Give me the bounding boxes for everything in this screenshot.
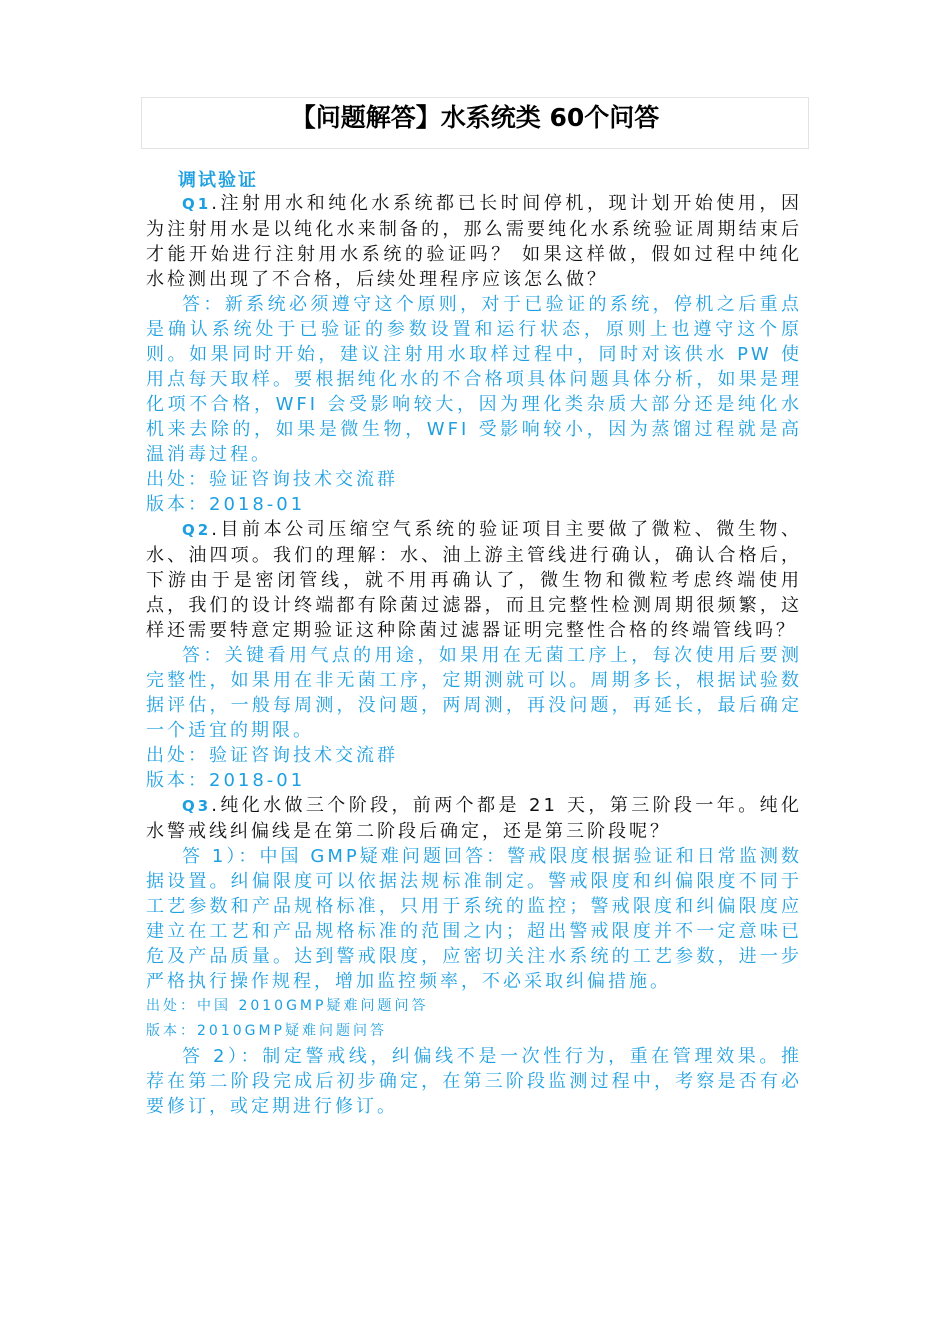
source-3: 出处：中国 2010GMP疑难问题问答 — [146, 998, 429, 1014]
question-label: Q2 — [182, 521, 212, 539]
answer-2: 答：关键看用气点的用途，如果用在无菌工序上，每次使用后要测完整性，如果用在非无菌工序，定期测就可以。周期多长，根据试验数据评估，一般每周测，没问题，两周测，再没问题，再延长，最后确定一个适宜的期限。 — [146, 645, 802, 741]
question-label: Q1 — [182, 195, 212, 213]
answer-3-1: 答 1）：中国 GMP疑难问题回答：警戒限度根据验证和日常监测数据设置。纠偏限度可以依据法规标准制定。警戒限度和纠偏限度不同于工艺参数和产品规格标准，只用于系统的监控；警戒限度和纠偏限度应建立在工艺和产品规格标准的范围之内；超出警戒限度并不一定意味已危及产品质量。达到警戒限度，应密切关注水系统的工艺参数，进一步严格执行操作规程，增加监控频率，不必采取纠偏措施。 — [146, 846, 802, 992]
question-text: .目前本公司压缩空气系统的验证项目主要做了微粒、微生物、水、油四项。我们的理解：水、油上游主管线进行确认，确认合格后，下游由于是密闭管线，就不用再确认了，微生物和微粒考虑终端使用点，我们的设计终端都有除菌过滤器，而且完整性检测周期很频繁，这样还需要特意定期验证这种除菌过滤器证明完整性合格的终端管线吗？ — [146, 519, 802, 641]
question-2 — [146, 517, 802, 643]
version-2: 版本：2018-01 — [146, 770, 306, 791]
version-1: 版本：2018-01 — [146, 494, 306, 515]
section-heading: 调试验证 — [178, 170, 258, 191]
question-text: .纯化水做三个阶段，前两个都是 21 天，第三阶段一年。纯化水警戒线纠偏线是在第二阶段后确定，还是第三阶段呢？ — [146, 795, 802, 842]
source-1: 出处：验证咨询技术交流群 — [146, 469, 398, 490]
source-2: 出处：验证咨询技术交流群 — [146, 745, 398, 766]
version-3: 版本：2010GMP疑难问题问答 — [146, 1023, 387, 1039]
page-title: 【问题解答】水系统类 60个问答 — [290, 103, 660, 132]
answer-3-2: 答 2）：制定警戒线，纠偏线不是一次性行为，重在管理效果。推荐在第二阶段完成后初步确定，在第三阶段监测过程中，考察是否有必要修订，或定期进行修订。 — [146, 1046, 802, 1117]
answer-1: 答：新系统必须遵守这个原则，对于已验证的系统，停机之后重点是确认系统处于已验证的参数设置和运行状态，原则上也遵守这个原则。如果同时开始，建议注射用水取样过程中，同时对该供水 PW 使用点每天取样。要根据纯化水的不合格项具体问题具体分析，如果是理化项不合格，WFI 会受影响较大，因为理化类杂质大部分还是纯化水机来去除的，如果是微生物，WFI 受影响较小，因为蒸馏过程就是高温消毒过程。 — [146, 294, 802, 465]
question-label: Q3 — [182, 797, 212, 815]
question-3 — [146, 793, 802, 844]
question-1 — [146, 191, 802, 292]
document-body — [146, 191, 802, 1119]
question-text: .注射用水和纯化水系统都已长时间停机，现计划开始使用，因为注射用水是以纯化水来制备的，那么需要纯化水系统验证周期结束后才能开始进行注射用水系统的验证吗？ 如果这样做，假如过程中纯化水检测出现了不合格，后续处理程序应该怎么做？ — [146, 193, 802, 290]
